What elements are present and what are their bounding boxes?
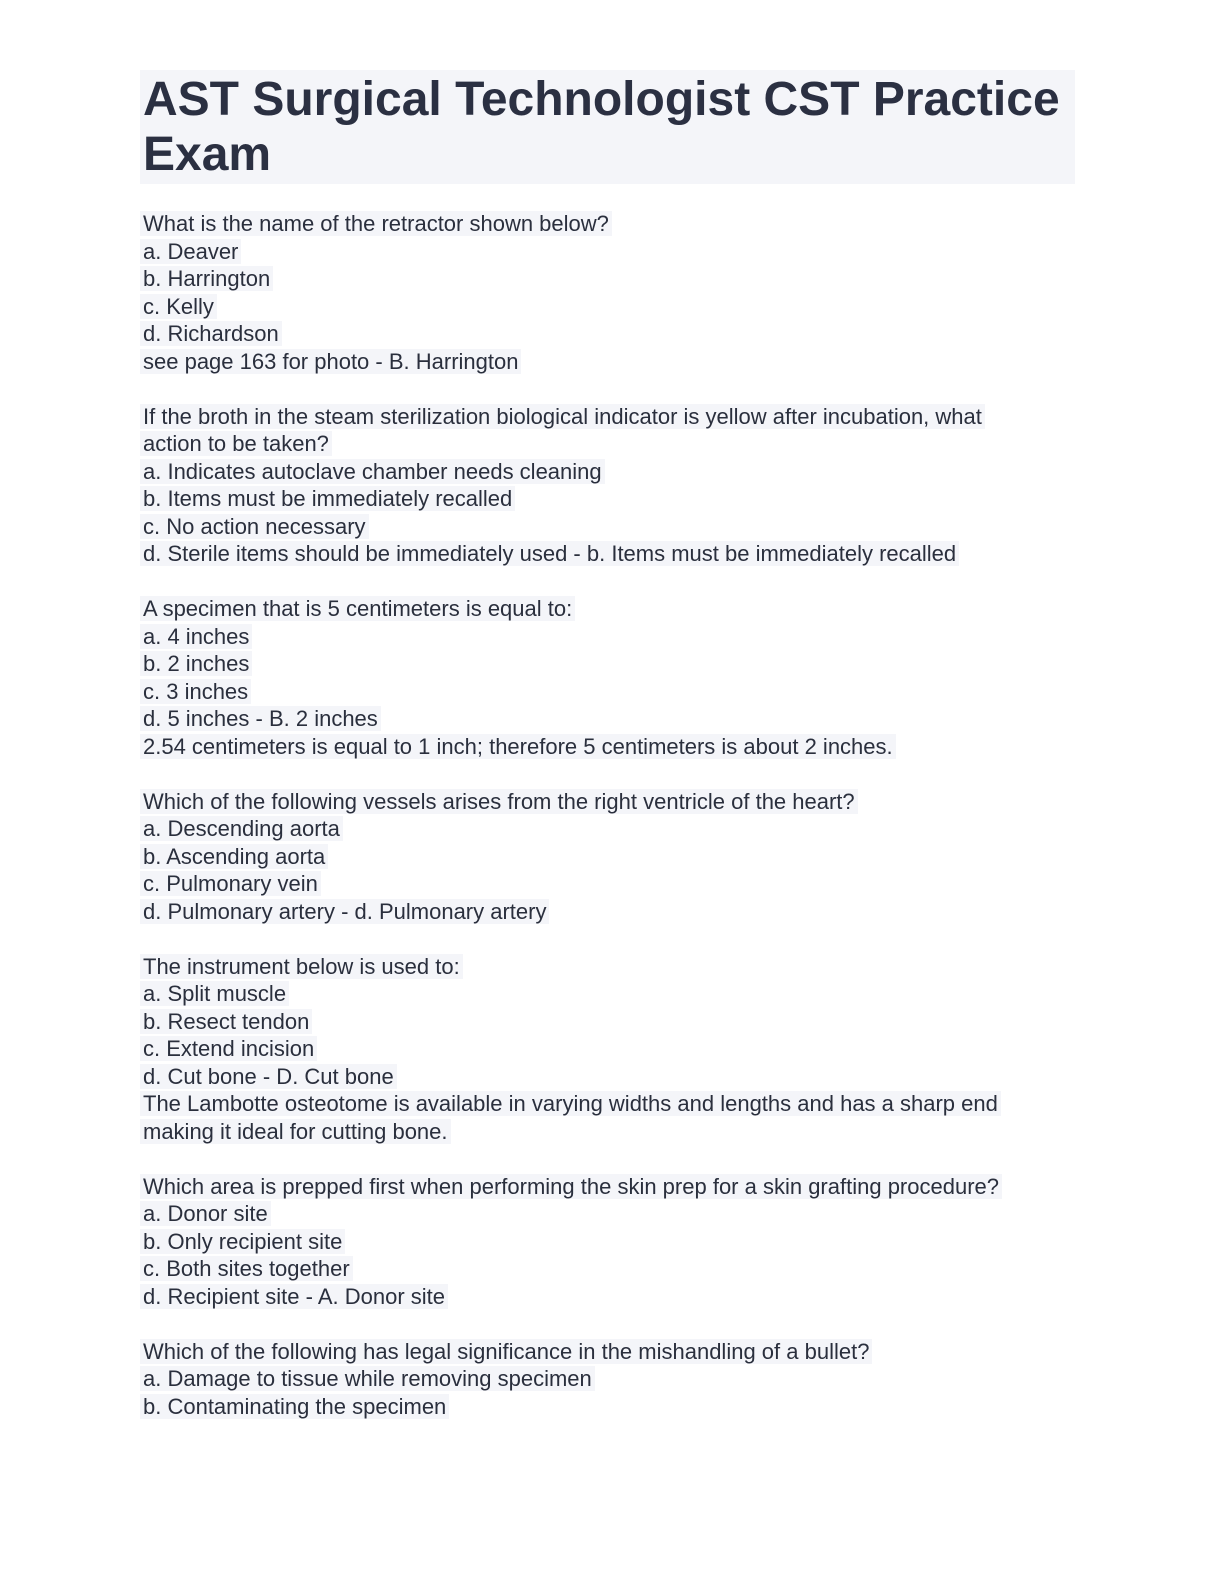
- text-line: b. Contaminating the specimen: [140, 1394, 449, 1419]
- text-line: d. 5 inches - B. 2 inches: [140, 706, 381, 731]
- document-title: AST Surgical Technologist CST Practice Exam: [143, 73, 1060, 181]
- answer-line: [140, 898, 1075, 926]
- text-line: b. Only recipient site: [140, 1229, 345, 1254]
- answer-line: [140, 678, 1075, 706]
- question-text: [140, 595, 1075, 623]
- text-line: c. 3 inches: [140, 679, 251, 704]
- text-line: c. Kelly: [140, 294, 217, 319]
- question-block: [140, 210, 1075, 375]
- text-line: c. Pulmonary vein: [140, 871, 321, 896]
- question-block: [140, 788, 1075, 926]
- answer-line: [140, 1063, 1075, 1091]
- answer-line: [140, 1118, 1075, 1146]
- title-block: [140, 70, 1075, 184]
- text-line: Which of the following vessels arises from the right ventricle of the heart?: [140, 789, 858, 814]
- text-line: d. Richardson: [140, 321, 282, 346]
- question-text: [140, 1173, 1075, 1201]
- answer-line: [140, 843, 1075, 871]
- answer-line: [140, 1090, 1075, 1118]
- text-line: a. Indicates autoclave chamber needs cleaning: [140, 459, 605, 484]
- answer-line: [140, 1008, 1075, 1036]
- text-line: b. Ascending aorta: [140, 844, 328, 869]
- text-line: a. Damage to tissue while removing specimen: [140, 1366, 595, 1391]
- text-line: c. Both sites together: [140, 1256, 353, 1281]
- text-line: The Lambotte osteotome is available in varying widths and lengths and has a sharp end: [140, 1091, 1001, 1116]
- answer-line: [140, 733, 1075, 761]
- question-list: [140, 210, 1075, 1420]
- text-line: b. Resect tendon: [140, 1009, 312, 1034]
- answer-line: [140, 1200, 1075, 1228]
- text-line: making it ideal for cutting bone.: [140, 1119, 451, 1144]
- text-line: Which of the following has legal significance in the mishandling of a bullet?: [140, 1339, 872, 1364]
- answer-line: [140, 540, 1075, 568]
- answer-line: [140, 1393, 1075, 1421]
- answer-line: [140, 265, 1075, 293]
- document-page: [140, 70, 1075, 1448]
- answer-line: [140, 815, 1075, 843]
- answer-line: [140, 238, 1075, 266]
- text-line: 2.54 centimeters is equal to 1 inch; therefore 5 centimeters is about 2 inches.: [140, 734, 896, 759]
- text-line: c. No action necessary: [140, 514, 369, 539]
- question-block: [140, 1173, 1075, 1311]
- question-text: [140, 210, 1075, 238]
- text-line: action to be taken?: [140, 431, 332, 456]
- question-block: [140, 1338, 1075, 1421]
- answer-line: [140, 1035, 1075, 1063]
- answer-line: [140, 1365, 1075, 1393]
- text-line: d. Sterile items should be immediately used - b. Items must be immediately recalled: [140, 541, 959, 566]
- answer-line: [140, 1283, 1075, 1311]
- answer-line: [140, 348, 1075, 376]
- text-line: d. Pulmonary artery - d. Pulmonary artery: [140, 899, 549, 924]
- text-line: A specimen that is 5 centimeters is equal to:: [140, 596, 575, 621]
- question-block: [140, 403, 1075, 568]
- answer-line: [140, 705, 1075, 733]
- question-text: [140, 403, 1075, 431]
- answer-line: [140, 293, 1075, 321]
- text-line: b. 2 inches: [140, 651, 252, 676]
- answer-line: [140, 980, 1075, 1008]
- answer-line: [140, 320, 1075, 348]
- answer-line: [140, 513, 1075, 541]
- text-line: a. 4 inches: [140, 624, 252, 649]
- text-line: The instrument below is used to:: [140, 954, 463, 979]
- question-block: [140, 953, 1075, 1146]
- text-line: a. Deaver: [140, 239, 241, 264]
- answer-line: [140, 870, 1075, 898]
- answer-line: [140, 650, 1075, 678]
- answer-line: [140, 623, 1075, 651]
- text-line: a. Descending aorta: [140, 816, 343, 841]
- question-text: [140, 788, 1075, 816]
- question-text: [140, 1338, 1075, 1366]
- answer-line: [140, 458, 1075, 486]
- answer-line: [140, 485, 1075, 513]
- text-line: a. Split muscle: [140, 981, 289, 1006]
- text-line: c. Extend incision: [140, 1036, 317, 1061]
- text-line: a. Donor site: [140, 1201, 271, 1226]
- text-line: If the broth in the steam sterilization biological indicator is yellow after incubation, what: [140, 404, 985, 429]
- text-line: Which area is prepped first when performing the skin prep for a skin grafting procedure?: [140, 1174, 1002, 1199]
- answer-line: [140, 430, 1075, 458]
- answer-line: [140, 1255, 1075, 1283]
- text-line: What is the name of the retractor shown below?: [140, 211, 612, 236]
- text-line: d. Cut bone - D. Cut bone: [140, 1064, 397, 1089]
- text-line: d. Recipient site - A. Donor site: [140, 1284, 448, 1309]
- text-line: see page 163 for photo - B. Harrington: [140, 349, 521, 374]
- text-line: b. Items must be immediately recalled: [140, 486, 515, 511]
- question-text: [140, 953, 1075, 981]
- answer-line: [140, 1228, 1075, 1256]
- question-block: [140, 595, 1075, 760]
- text-line: b. Harrington: [140, 266, 273, 291]
